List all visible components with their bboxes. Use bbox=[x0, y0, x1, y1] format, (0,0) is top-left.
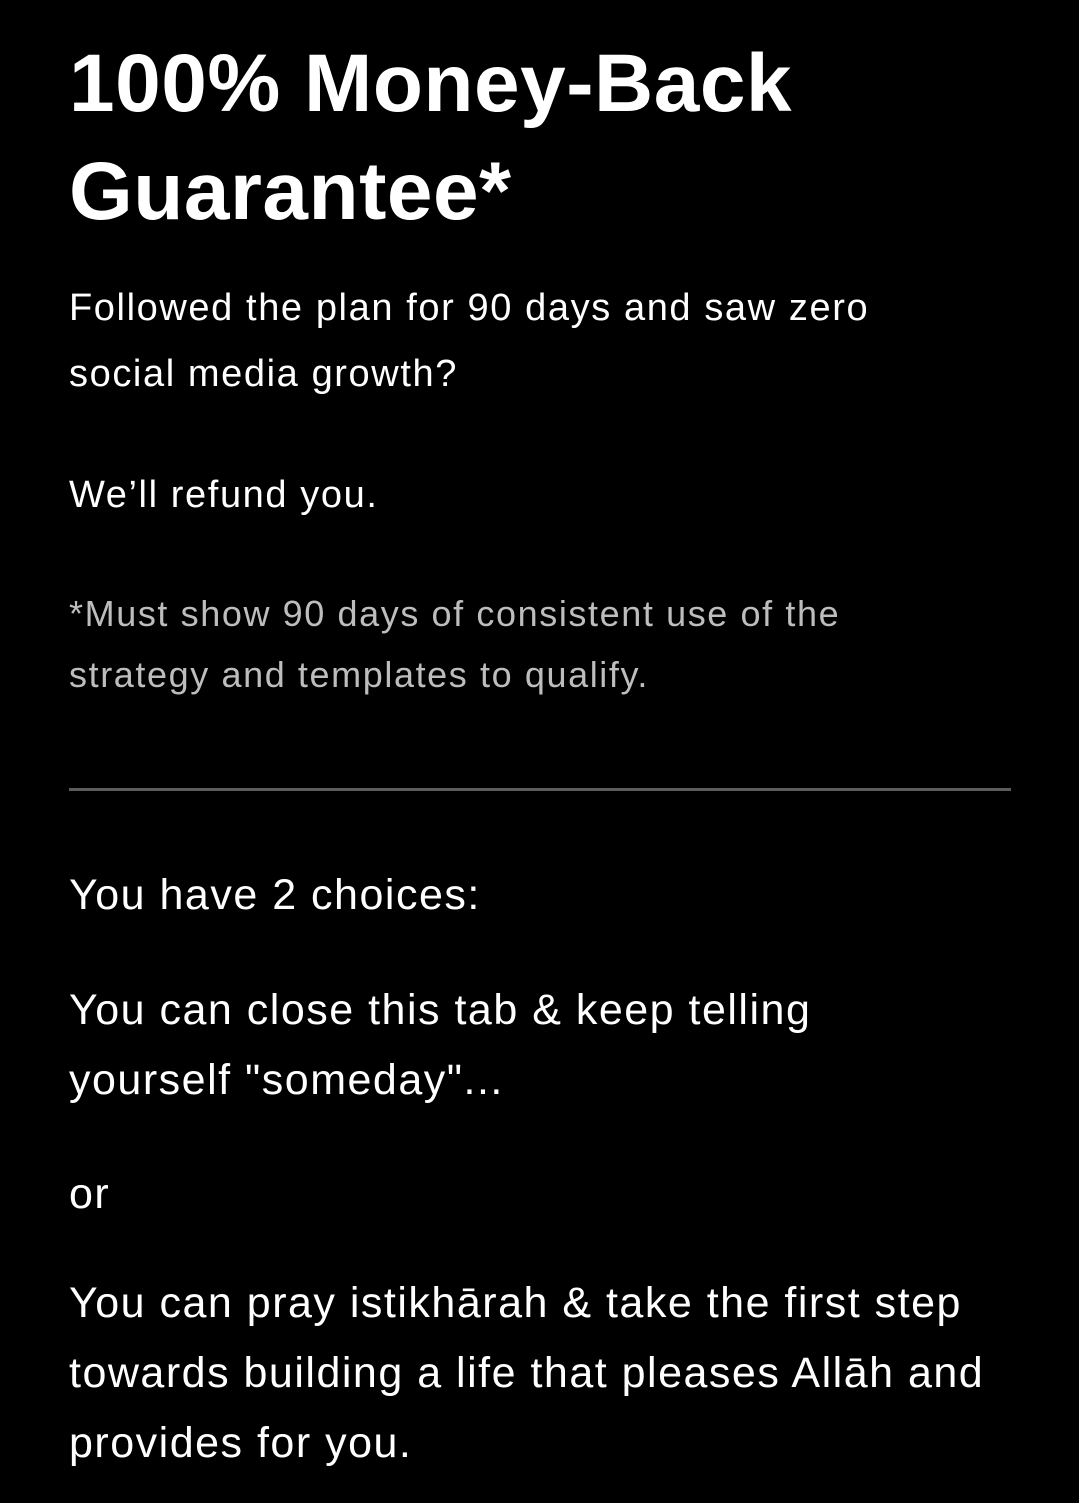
refund-promise: We’ll refund you. bbox=[69, 474, 379, 516]
choice-one-text: You can close this tab & keep telling yourself "someday"... bbox=[69, 986, 812, 1104]
choices-intro: You have 2 choices: bbox=[69, 871, 481, 919]
guarantee-footnote: *Must show 90 days of consistent use of the strategy and templates to qualify. bbox=[69, 593, 841, 695]
choice-two-text: You can pray istikhārah & take the first step towards building a life that pleases Allāh and provides for you. bbox=[69, 1279, 985, 1467]
choice-separator: or bbox=[69, 1170, 111, 1218]
guarantee-question: Followed the plan for 90 days and saw zero social media growth? bbox=[69, 287, 870, 395]
section-divider bbox=[69, 788, 1011, 791]
guarantee-title: 100% Money-Back Guarantee* bbox=[69, 38, 793, 237]
